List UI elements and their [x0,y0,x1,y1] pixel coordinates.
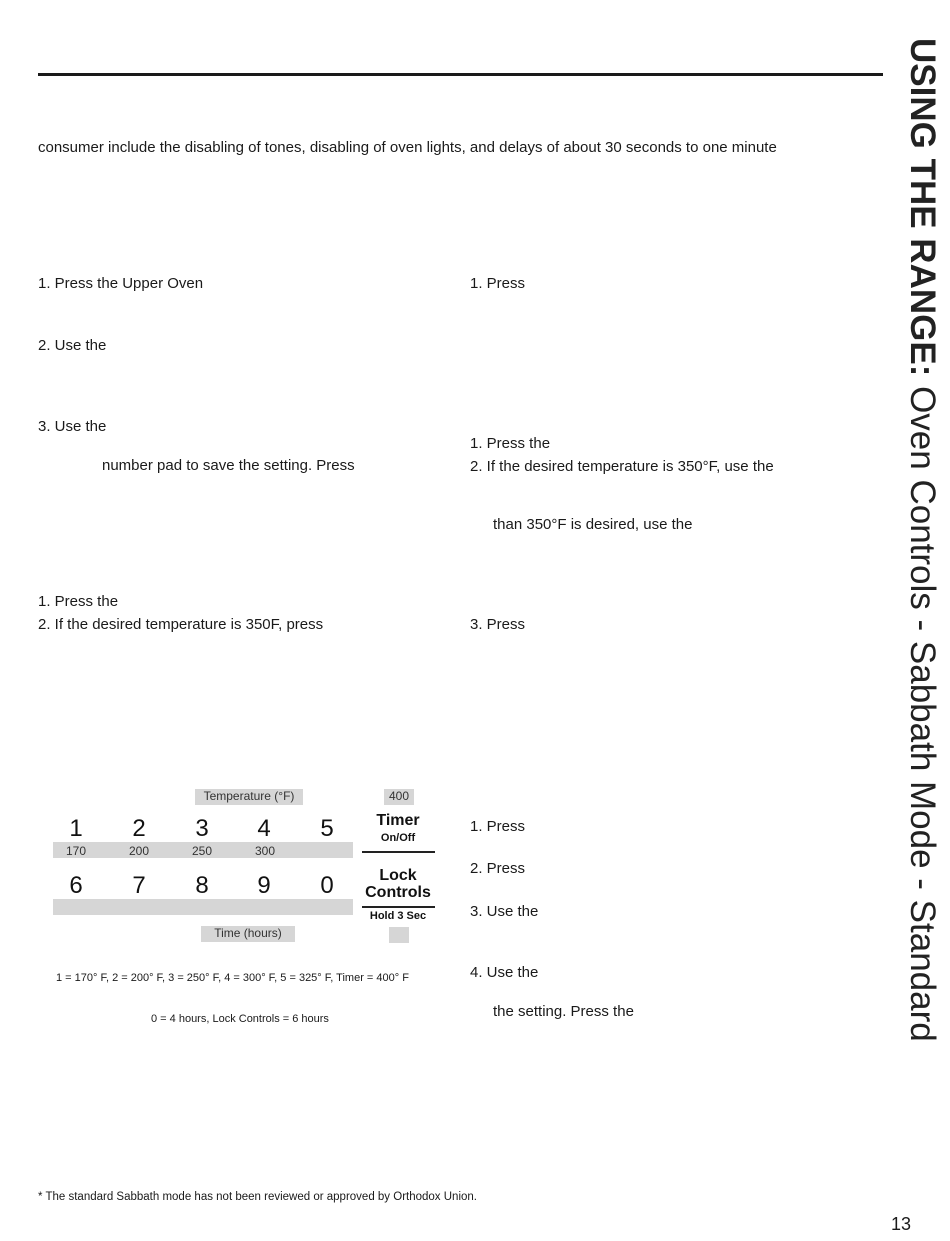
keypad-caption-temperatures: 1 = 170° F, 2 = 200° F, 3 = 250° F, 4 = 300° F, 5 = 325° F, Timer = 400° F [56,972,409,984]
key-1[interactable]: 1 [69,815,83,842]
key-8[interactable]: 8 [195,872,209,899]
key-4-temperature: 300 [254,844,276,858]
right-step-b1: 1. Press the [470,435,551,452]
right-step-b2: 2. If the desired temperature is 350°F, use the [470,458,774,475]
key-3[interactable]: 3 [195,815,209,842]
controls-label: Controls [365,884,431,901]
right-step-c2: 2. Press [470,860,526,877]
right-step-c4-continued: the setting. Press the [493,1003,634,1020]
footnote: * The standard Sabbath mode has not been reviewed or approved by Orthodox Union. [38,1191,477,1203]
keypad-caption-times: 0 = 4 hours, Lock Controls = 6 hours [151,1013,329,1025]
time-label: Time (hours) [201,926,295,942]
right-step-c3: 3. Use the [470,903,539,920]
lock-hold-sublabel: Hold 3 Sec [369,910,427,922]
key-2[interactable]: 2 [132,815,146,842]
lock-time-value-box [389,927,409,943]
timer-divider [362,851,435,853]
page-number: 13 [891,1214,912,1234]
lock-label: Lock [379,867,417,884]
left-step-a3-continued: number pad to save the setting. Press [102,457,355,474]
left-step-a2: 2. Use the [38,337,107,354]
key-6[interactable]: 6 [69,872,83,899]
section-title-bold: USING THE RANGE: [903,38,942,377]
right-step-b2-continued: than 350°F is desired, use the [493,516,693,533]
timer-label: Timer [376,812,420,829]
intro-text: consumer include the disabling of tones, disabling of oven lights, and delays of about 30 seconds to one minute [38,139,777,156]
timer-sublabel: On/Off [380,832,416,844]
lock-divider [362,906,435,908]
key-1-temperature: 170 [65,844,87,858]
key-2-temperature: 200 [128,844,150,858]
key-3-temperature: 250 [191,844,213,858]
left-step-a3: 3. Use the [38,418,107,435]
left-step-b2: 2. If the desired temperature is 350F, press [38,616,324,633]
key-4[interactable]: 4 [257,815,271,842]
temperature-label: Temperature (°F) [195,789,303,805]
right-step-b3: 3. Press [470,616,526,633]
section-title-vertical [893,38,943,1042]
timer-temperature-value: 400 [384,789,414,805]
right-step-a1: 1. Press [470,275,526,292]
key-7[interactable]: 7 [132,872,146,899]
top-rule [38,73,883,76]
left-step-b1: 1. Press the [38,593,119,610]
key-9[interactable]: 9 [257,872,271,899]
right-step-c4: 4. Use the [470,964,539,981]
left-step-a1: 1. Press the Upper Oven [38,275,204,292]
key-0[interactable]: 0 [320,872,334,899]
key-5[interactable]: 5 [320,815,334,842]
section-title-rest: Oven Controls - Sabbath Mode - Standard [903,376,942,1042]
right-step-c1: 1. Press [470,818,526,835]
time-values-bar [53,899,353,915]
